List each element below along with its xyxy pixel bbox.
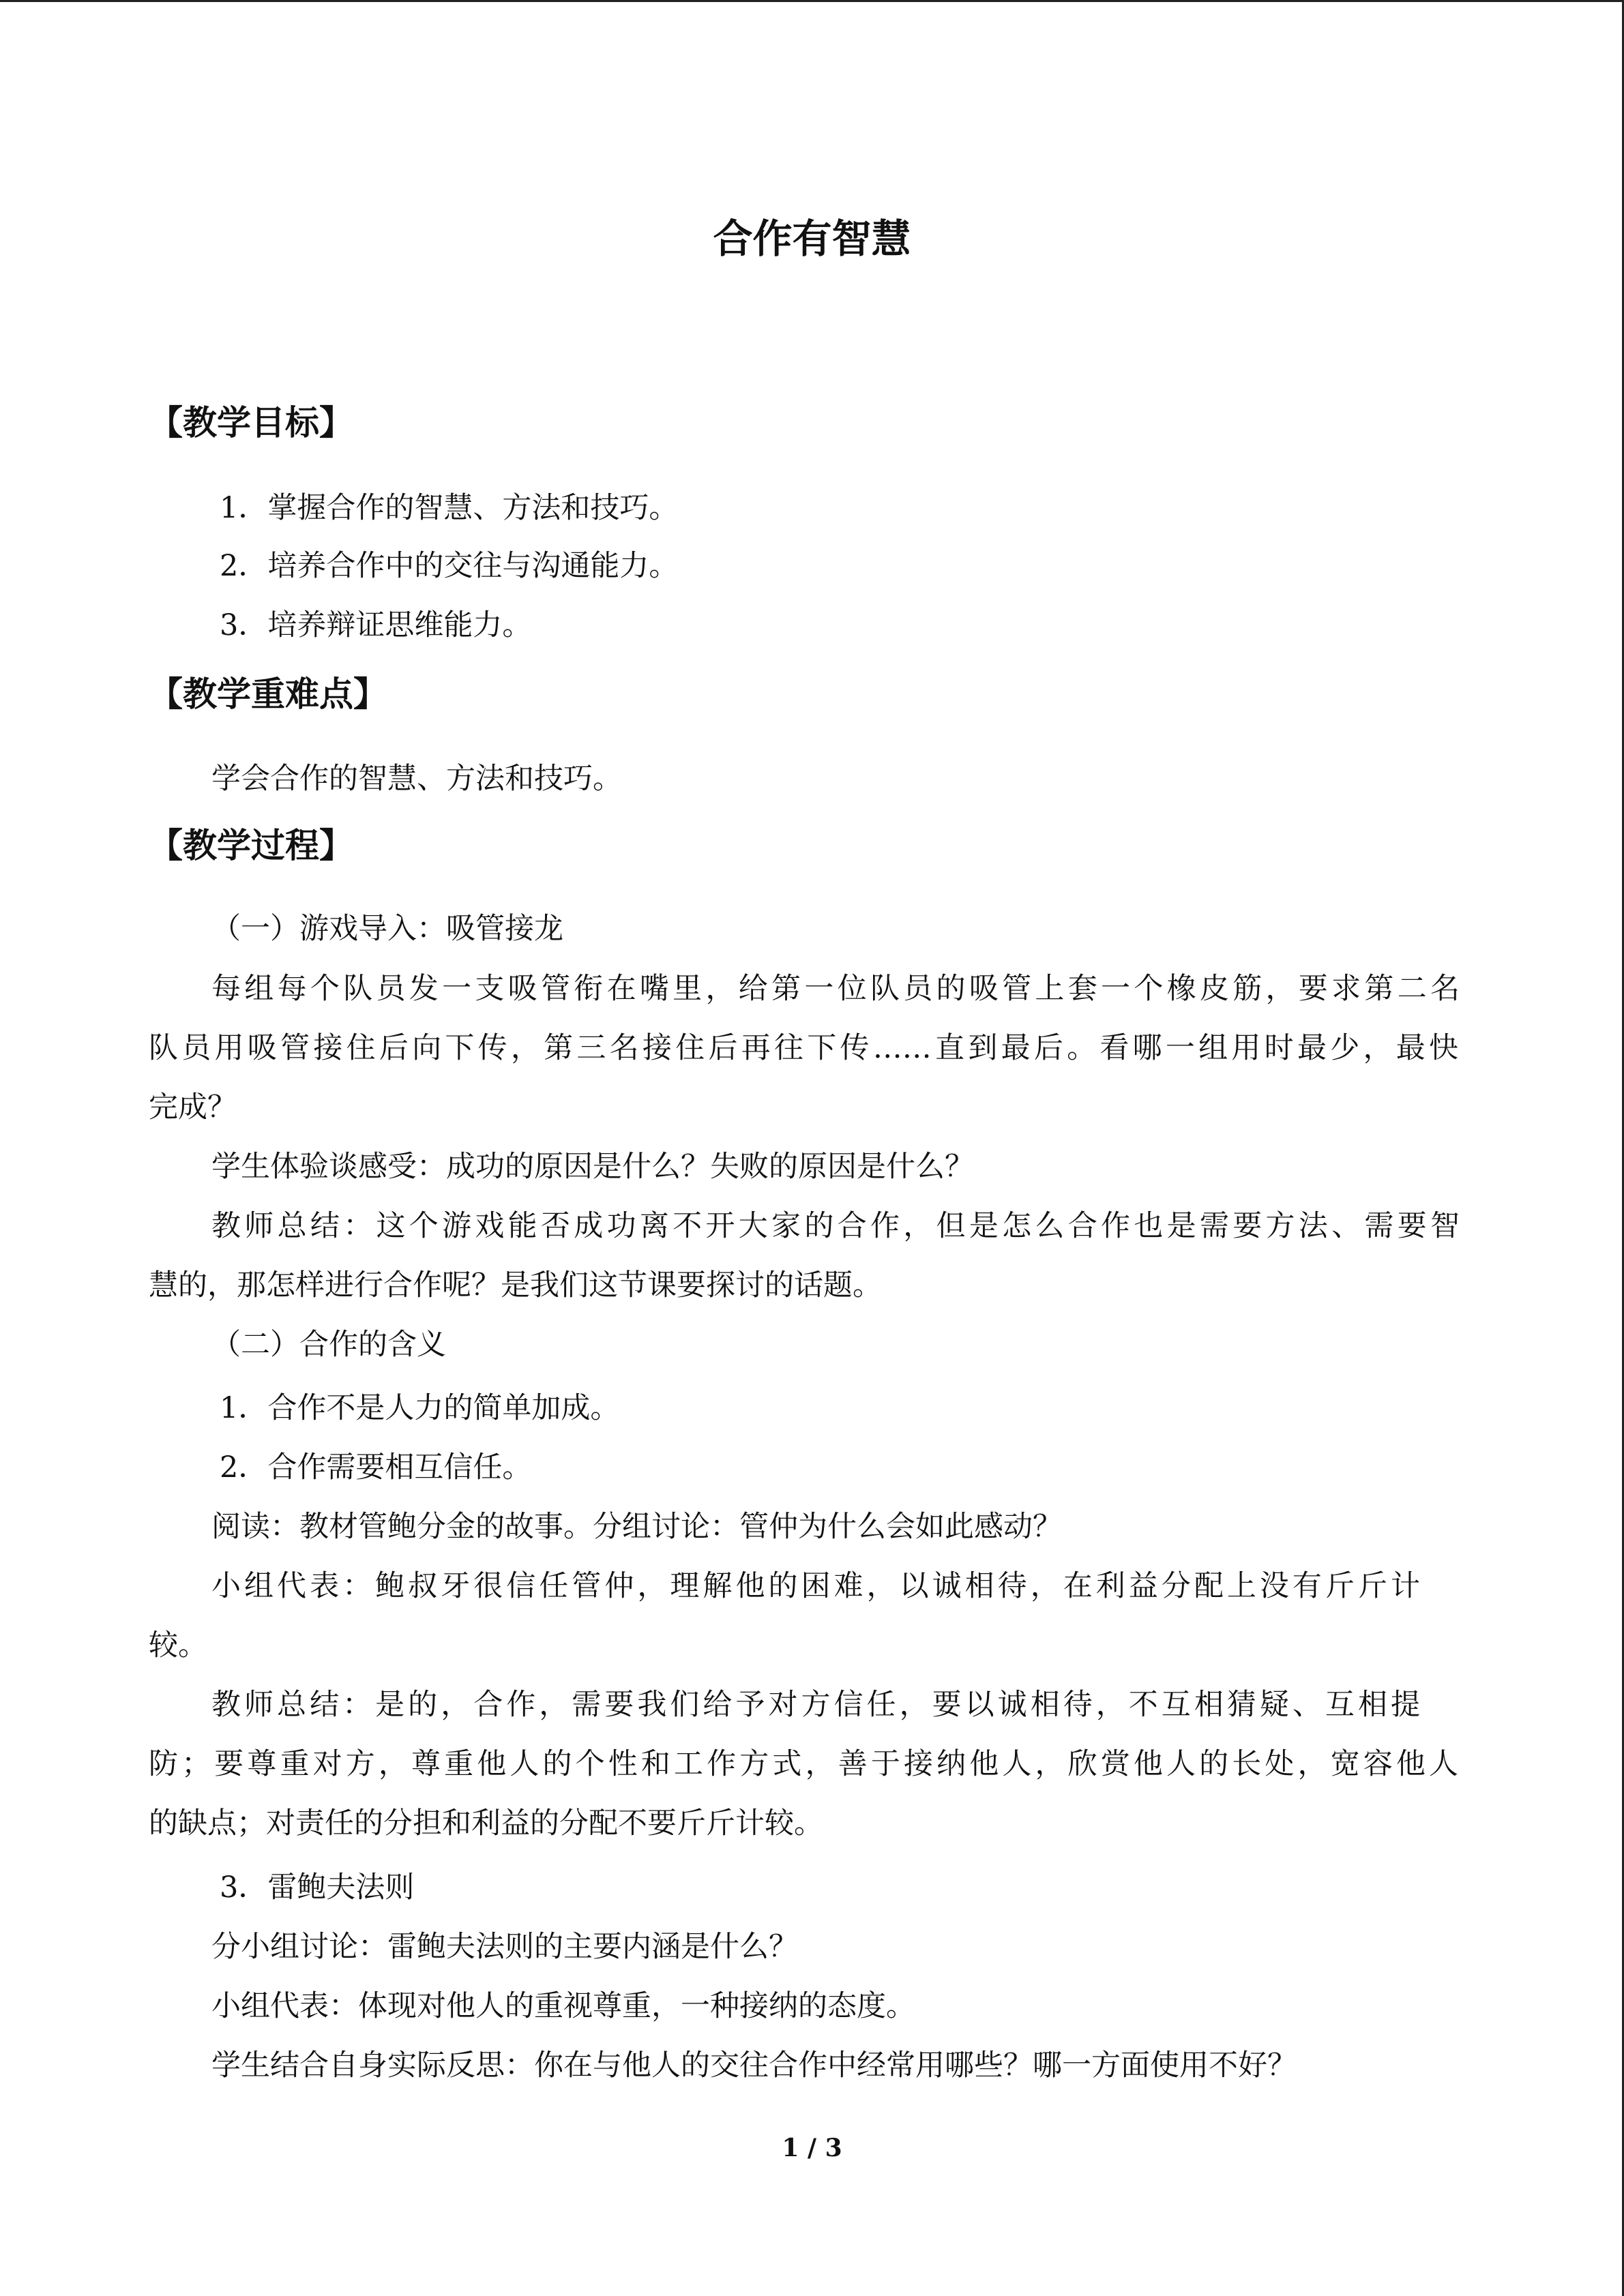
process-line: 每组每个队员发一支吸管衔在嘴里，给第一位队员的吸管上套一个橡皮筋，要求第二名 [211, 972, 1460, 1006]
process-line: （一）游戏导入：吸管接龙 [211, 912, 563, 946]
key-points-heading: 【教学重难点】 [149, 674, 387, 714]
process-line: 3．雷鲍夫法则 [220, 1870, 415, 1905]
process-line: 小组代表：体现对他人的重视尊重，一种接纳的态度。 [211, 1989, 915, 2023]
objectives-heading: 【教学目标】 [149, 403, 353, 443]
page-number: 1 / 3 [782, 2134, 842, 2162]
process-line: （二）合作的含义 [211, 1328, 446, 1362]
process-line: 分小组讨论：雷鲍夫法则的主要内涵是什么？ [211, 1930, 798, 1964]
objective-item: 1．掌握合作的智慧、方法和技巧。 [220, 491, 679, 525]
process-line: 2．合作需要相互信任。 [220, 1450, 532, 1485]
process-line: 完成？ [149, 1090, 237, 1124]
process-line: 阅读：教材管鲍分金的故事。分组讨论：管仲为什么会如此感动？ [211, 1510, 1062, 1544]
document-title: 合作有智慧 [713, 215, 911, 262]
key-points-text: 学会合作的智慧、方法和技巧。 [211, 762, 622, 796]
process-line: 1．合作不是人力的简单加成。 [220, 1391, 620, 1425]
process-line: 教师总结：是的，合作，需要我们给予对方信任，要以诚相待，不互相猜疑、互相提 [211, 1688, 1420, 1722]
process-line: 慧的，那怎样进行合作呢？是我们这节课要探讨的话题。 [149, 1268, 882, 1302]
objective-item: 2．培养合作中的交往与沟通能力。 [220, 549, 679, 583]
process-line: 防；要尊重对方，尊重他人的个性和工作方式，善于接纳他人，欣赏他人的长处，宽容他人 [149, 1747, 1458, 1781]
process-heading: 【教学过程】 [149, 826, 353, 865]
process-line: 学生体验谈感受：成功的原因是什么？失败的原因是什么？ [211, 1150, 974, 1184]
process-line: 的缺点；对责任的分担和利益的分配不要斤斤计较。 [149, 1806, 823, 1840]
process-line: 教师总结：这个游戏能否成功离不开大家的合作，但是怎么合作也是需要方法、需要智 [211, 1209, 1460, 1243]
process-line: 小组代表：鲍叔牙很信任管仲，理解他的困难，以诚相待，在利益分配上没有斤斤计 [211, 1569, 1420, 1603]
objective-item: 3．培养辩证思维能力。 [220, 608, 532, 642]
process-line: 较。 [149, 1628, 207, 1663]
process-line: 队员用吸管接住后向下传，第三名接住后再往下传……直到最后。看哪一组用时最少，最快 [149, 1031, 1458, 1065]
process-line: 学生结合自身实际反思：你在与他人的交往合作中经常用哪些？哪一方面使用不好？ [211, 2048, 1297, 2083]
page-border-top [0, 0, 1624, 2]
